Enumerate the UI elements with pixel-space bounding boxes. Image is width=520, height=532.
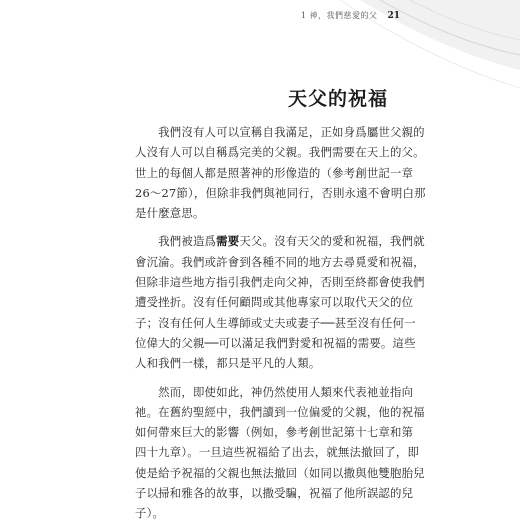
text-run: 天父。沒有天父的愛和祝福，我們就: [239, 234, 425, 249]
running-header: [301, 10, 400, 21]
text-run: 我們被造爲: [135, 234, 217, 249]
paragraph-3: [135, 382, 425, 524]
text-line: 但除非這些地方指引我們走向父神，否則至終都會使我們: [135, 275, 425, 290]
text-line: 位偉大的父親──可以滿足我們對愛和祝福的需要。這些: [135, 335, 416, 350]
text-line: 遭受挫折。沒有任何顧問或其他專家可以取代天父的位: [135, 295, 414, 310]
running-head-text: 1 神，我們慈愛的父: [300, 11, 378, 20]
section-title: 天父的祝福: [287, 88, 388, 110]
text-line: 26～27節），但除非我們與祂同行，否則永遠不會明白那: [135, 185, 426, 200]
text-line: 會沉淪。我們或許會到各種不同的地方去尋覓愛和祝福，: [135, 254, 425, 269]
text-line: 人沒有人可以自稱爲完美的父親。我們需要在天上的父。: [135, 145, 425, 160]
text-line: 子）。: [135, 506, 165, 521]
emphasized-word: 需要: [216, 234, 240, 249]
text-line: 世上的每個人都是照著神的形像造的（參考創世記一章: [135, 165, 414, 180]
text-line: 如何帶來巨大的影響（例如，參考創世記第十七章和第: [135, 425, 414, 440]
text-line: 祂。在舊約聖經中，我們讀到一位偏愛的父親，他的祝福: [135, 404, 425, 419]
text-line: 人和我們一樣，都只是平凡的人類。: [135, 356, 321, 371]
body-text: [135, 122, 426, 532]
text-line: 使是給予祝福的父親也無法撤回（如同以撒與他雙胞胎兒: [135, 465, 425, 480]
text-line: 四十九章）。一旦這些祝福給了出去，就無法撤回了，即: [135, 445, 420, 460]
paragraph-1: [135, 122, 426, 223]
text-line: 是什麼意思。: [135, 206, 205, 221]
text-line: [135, 231, 425, 251]
paragraph-2: [135, 231, 425, 373]
text-line: 子；沒有任何人生導師或丈夫或妻子──甚至沒有任何一: [135, 315, 416, 330]
page-number: 21: [387, 11, 400, 21]
text-line: 我們沒有人可以宣稱自我滿足，正如身爲屬世父親的: [135, 125, 425, 139]
text-line: 子以掃和雅各的故事，以撒受騙，祝福了他所誤認的兒: [135, 486, 414, 501]
text-line: 然而，即使如此，神仍然使用人類來代表祂並指向: [135, 384, 414, 399]
